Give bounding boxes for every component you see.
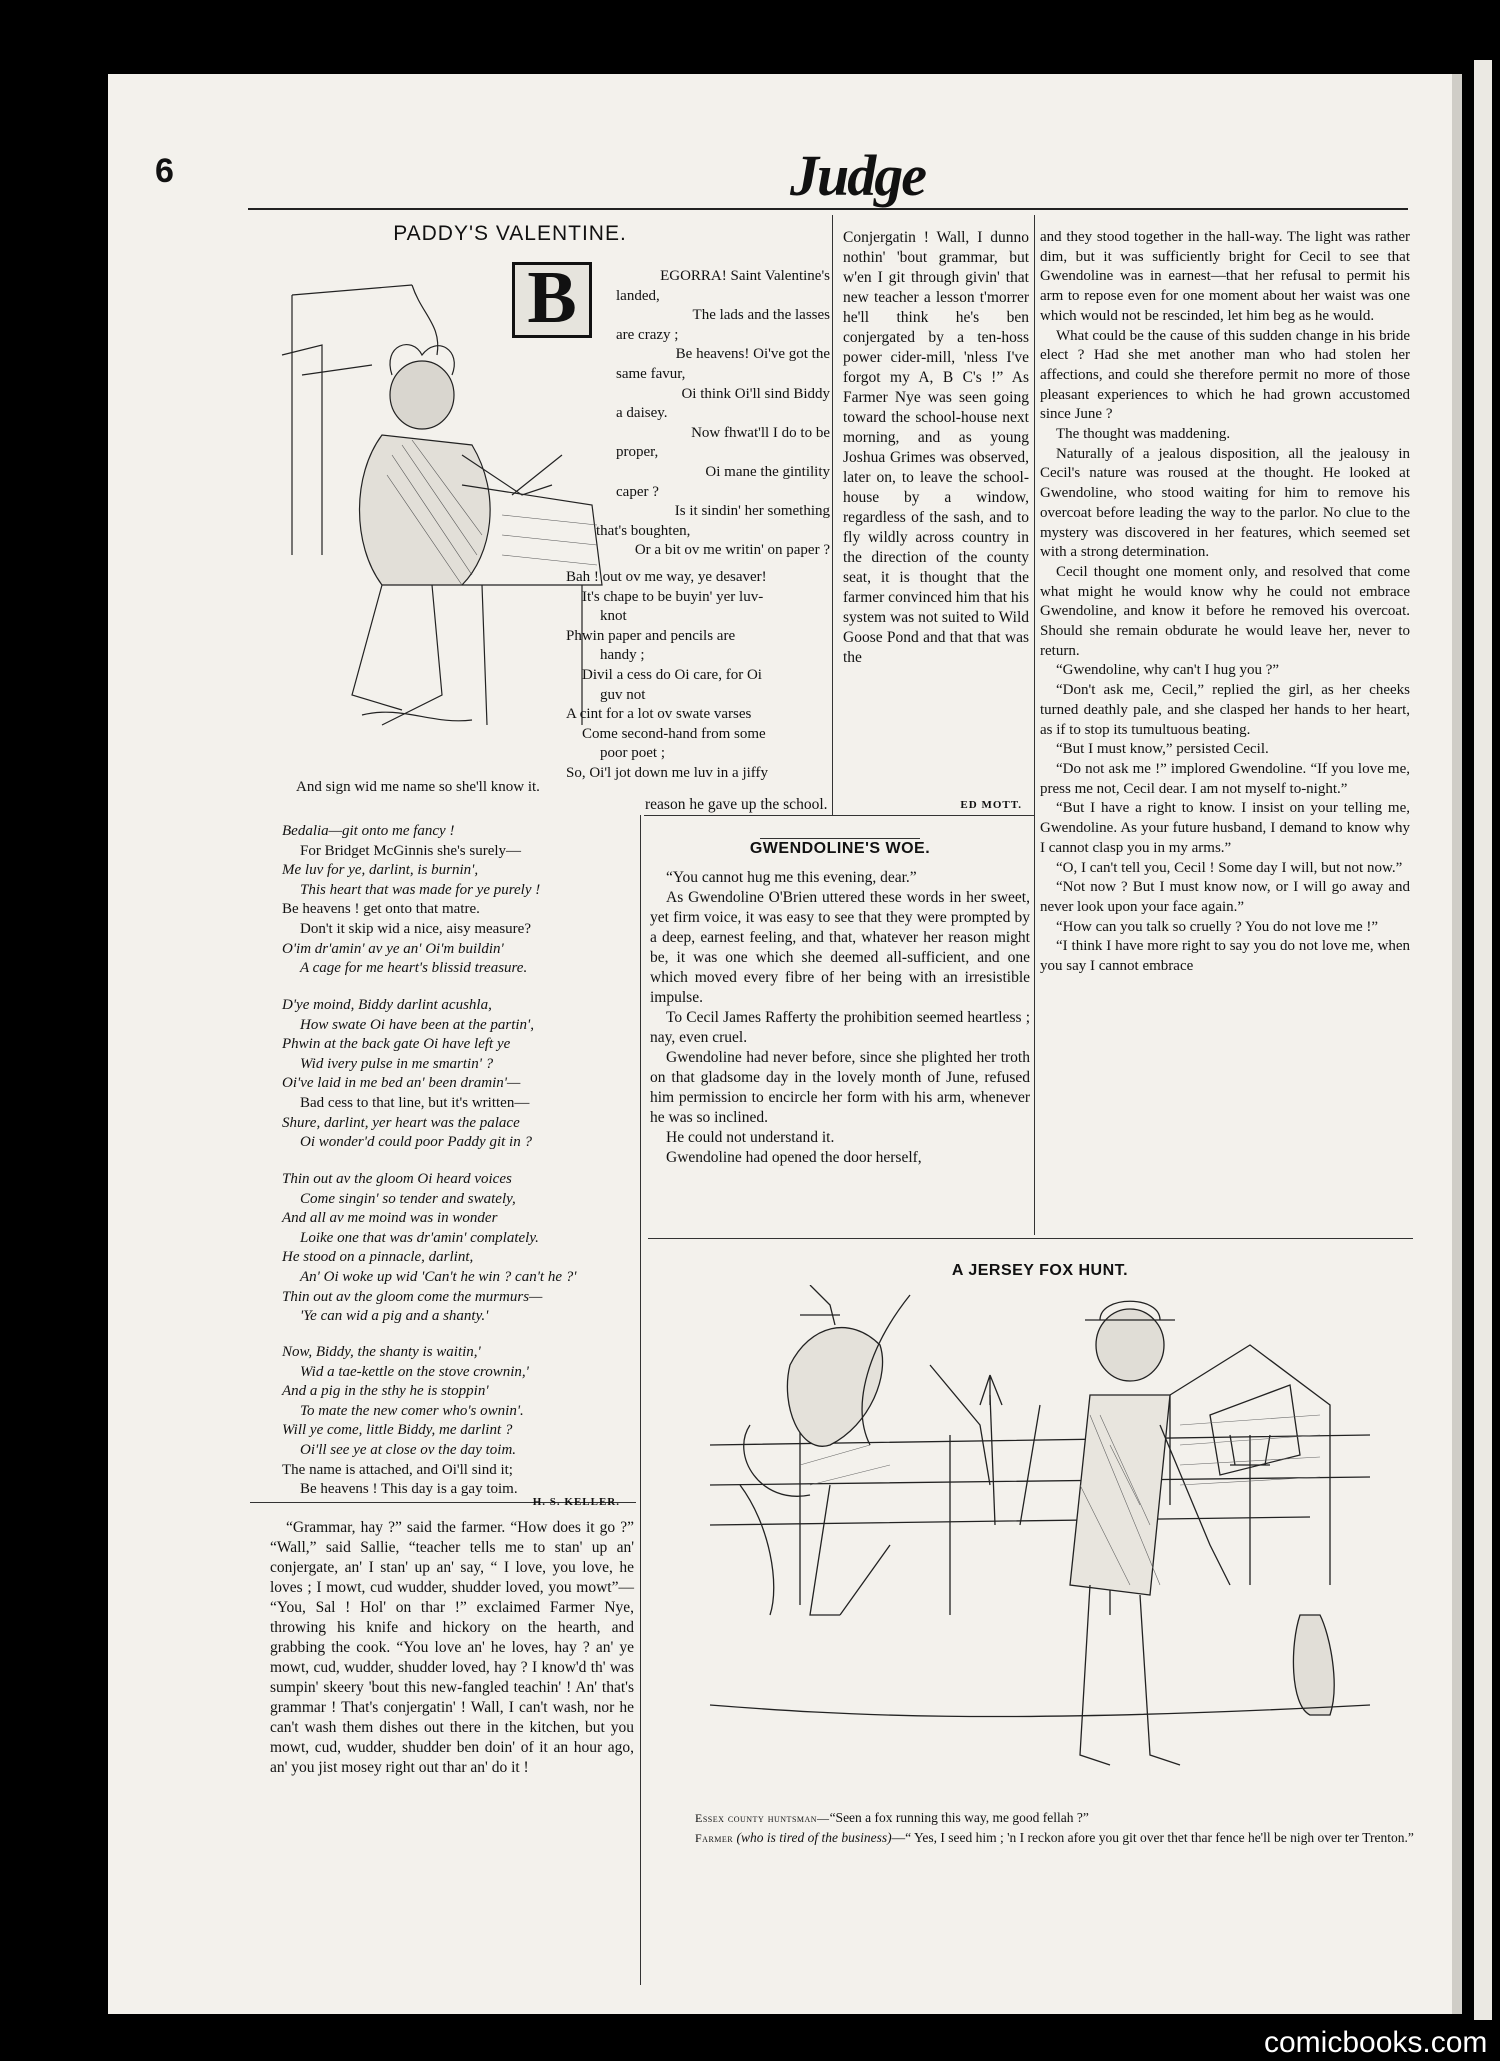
grammar-author: ED MOTT. (960, 799, 1022, 811)
section-rule (648, 1238, 1413, 1239)
story-text: Conjergatin ! Wall, I dunno nothin' 'bout grammar, but w'en I git through givin' that new teacher a lesson t'morrer he'll think he's ben conjergated by a ten-hoss power cider-mill, 'nless I've forgot my A, B C's !” As Farmer Nye was seen going toward the school-house next morning, and as young Joshua Grimes was observed, later on, to leave the school-house by a window, regardless of the sash, and to fly wildly across country in the direction of the county seat, it is thought that the farmer convinced him that his system was not suited to Wild Goose Pond and that that was the (843, 229, 1029, 666)
poem-line: Be heavens ! get onto that matre. (282, 901, 480, 918)
poem-line: Now, Biddy, the shanty is waitin,' (282, 1344, 481, 1360)
page-edge (1452, 74, 1462, 2014)
poem-line: caper ? (616, 483, 659, 500)
poem-line: guv not (600, 686, 646, 703)
poem-line: Phwin paper and pencils are (566, 627, 736, 644)
poem-line: A cint for a lot ov swate varses (566, 706, 752, 723)
foxhunt-caption (685, 1808, 1415, 1848)
poem-line: Wid ivery pulse in me smartin' ? (300, 1055, 494, 1072)
column-rule (640, 815, 641, 1985)
poem-line: same favur, (616, 365, 686, 382)
story-paragraph: Cecil thought one moment only, and resolved that come what might he would know why he could not embrace Gwendoline, and know it before he removed his overcoat. Should she remain obdurate he would leave her, never to return. (1040, 563, 1410, 659)
poem-line: It's chape to be buyin' yer luv- (582, 588, 764, 605)
title-rule (760, 838, 920, 839)
header-rule (248, 208, 1408, 210)
poem-line: that's boughten, (596, 522, 691, 539)
poem-line: Loike one that was dr'amin' complately. (300, 1229, 539, 1246)
story-paragraph: and they stood together in the hall-way. The light was rather dim, but it was sufficiently bright for Cecil to see that Gwendoline was in earnest—that her refusal to permit his arm to repose even for one moment about her waist was one which would not be rescinded, let him beg as he would. (1040, 229, 1410, 324)
story-paragraph: Gwendoline had never before, since she plighted her troth on that gladsome day in the lovely month of June, refused him permission to encircle her form with his arm, whenever he was so inclined. (650, 1049, 1030, 1126)
poem-line: Oi've laid in me bed an' been dramin'— (282, 1075, 521, 1092)
story-paragraph: The thought was maddening. (1056, 426, 1231, 443)
dropcap-letter: B (512, 262, 592, 338)
poem-line: Oi'll see ye at close ov the day toim. (300, 1441, 517, 1458)
poem-line: So, Oi'l jot down me luv in a jiffy (566, 764, 769, 781)
poem-line: How swate Oi have been at the partin', (300, 1016, 535, 1033)
poem-line: And sign wid me name so she'll know it. (296, 779, 540, 795)
masthead-logo: Judge (790, 143, 925, 208)
poem-line: Oi wonder'd could poor Paddy git in ? (300, 1134, 532, 1151)
poem-line: Phwin at the back gate Oi have left ye (282, 1036, 511, 1053)
poem-line: Come singin' so tender and swately, (300, 1190, 516, 1207)
next-page-edge (1474, 60, 1492, 2020)
poem-line: Come second-hand from some (582, 725, 766, 742)
story-paragraph: “Don't ask me, Cecil,” replied the girl, as her cheeks turned deathly pale, and she clasped her hands to her heart, as if to stop its tumultuous beating. (1040, 682, 1410, 738)
story-paragraph: “How can you talk so cruelly ? You do not love me !” (1056, 918, 1379, 935)
poem-line: A cage for me heart's blissid treasure. (300, 960, 528, 977)
poem-line: An' Oi woke up wid 'Can't he win ? can't he ?' (300, 1268, 577, 1285)
story-paragraph: “You cannot hug me this evening, dear.” (666, 869, 917, 886)
poem-line: And a pig in the sthy he is stoppin' (282, 1383, 489, 1400)
poem-line: Be heavens! Oi've got the (675, 346, 830, 363)
poem-line: The name is attached, and Oi'll sind it; (282, 1461, 513, 1478)
paddy-stanza-2 (566, 568, 834, 784)
story-paragraph: “I think I have more right to say you do not love me, when you say I cannot embrace (1040, 938, 1410, 975)
story-paragraph: To Cecil James Rafferty the prohibition seemed heartless ; nay, even cruel. (650, 1009, 1030, 1046)
story-paragraph: Gwendoline had opened the door herself, (666, 1149, 922, 1166)
poem-line: Don't it skip wid a nice, aisy measure? (300, 920, 531, 937)
paddy-stanza-6 (282, 1343, 632, 1500)
paddy-title: PADDY'S VALENTINE. (393, 222, 627, 245)
gwendoline-title: GWENDOLINE'S WOE. (749, 840, 931, 857)
paddy-stanza-1 (560, 267, 830, 561)
story-paragraph: “Gwendoline, why can't I hug you ?” (1056, 662, 1280, 679)
story-paragraph: “Not now ? But I must know now, or I will go away and never look upon your face again.” (1040, 879, 1410, 915)
poem-line: He stood on a pinnacle, darlint, (282, 1249, 474, 1266)
poem-line: landed, (616, 287, 660, 304)
grammar-story (270, 1518, 634, 1778)
poem-line: The lads and the lasses (692, 307, 830, 324)
column-rule (1034, 215, 1035, 1235)
poem-line: EGORRA! Saint Valentine's (660, 268, 830, 284)
paddy-author: H. S. KELLER. (532, 1496, 620, 1508)
poem-line: Bedalia—git onto me fancy ! (282, 823, 455, 839)
gwendoline-column-2 (1040, 228, 1410, 977)
poem-line: poor poet ; (600, 745, 665, 762)
story-paragraph: “But I must know,” persisted Cecil. (1056, 741, 1269, 758)
poem-line: Me luv for ye, darlint, is burnin', (282, 862, 479, 879)
foxhunt-illustration (690, 1285, 1390, 1805)
caption-note: (who is tired of the business) (736, 1830, 892, 1845)
watermark: comicbooks.com (1264, 2026, 1488, 2059)
story-paragraph: “But I have a right to know. I insist on your telling me, Gwendoline. As your future husband, I demand to know why I cannot clasp you in my arms.” (1040, 800, 1410, 856)
caption-text: —“ Yes, I seed him ; 'n I reckon afore you git over thet thar fence he'll be nigh over ter Trenton.” (891, 1830, 1414, 1845)
poem-line: For Bridget McGinnis she's surely— (300, 842, 522, 859)
poem-line: Be heavens ! This day is a gay toim. (300, 1481, 518, 1498)
grammar-story-continued (843, 228, 1029, 668)
poem-line: Bad cess to that line, but it's written— (300, 1094, 530, 1111)
page-number: 6 (155, 152, 174, 190)
paddy-stanza-5 (282, 1170, 632, 1327)
story-paragraph: Naturally of a jealous disposition, all the jealousy in Cecil's nature was roused at the thought. He looked at Gwendoline, who stood waiting for him to remove his overcoat before leading the way to the parlor. No clue to the mystery was discovered in her features, which seemed set with a strong determination. (1040, 445, 1410, 561)
paddy-stanza-4 (282, 996, 632, 1153)
foxhunt-title: A JERSEY FOX HUNT. (951, 1262, 1129, 1279)
poem-line: Oi think Oi'll sind Biddy (681, 385, 830, 402)
story-text: reason he gave up the school. (645, 796, 828, 813)
story-paragraph: As Gwendoline O'Brien uttered these words in her sweet, yet firm voice, it was easy to see that they were prompted by a deep, earnest feeling, and that, whatever her reason might be, it was one which she deemed all-sufficient, and one which moved every fibre of her being with an irresistible impulse. (650, 889, 1030, 1006)
caption-speaker: Farmer (695, 1831, 734, 1845)
poem-line: are crazy ; (616, 326, 679, 343)
poem-line: D'ye moind, Biddy darlint acushla, (282, 997, 492, 1013)
poem-line: Is it sindin' her something (674, 503, 830, 520)
poem-line: To mate the new comer who's ownin'. (300, 1402, 524, 1419)
poem-line: Wid a tae-kettle on the stove crownin,' (300, 1363, 529, 1380)
caption-text: “Seen a fox running this way, me good fellah ?” (829, 1810, 1089, 1825)
poem-line: Thin out av the gloom come the murmurs— (282, 1288, 543, 1305)
story-paragraph: He could not understand it. (666, 1129, 835, 1146)
poem-line: 'Ye can wid a pig and a shanty.' (300, 1308, 489, 1325)
poem-line: Or a bit ov me writin' on paper ? (634, 542, 830, 559)
poem-line: Now fhwat'll I do to be (691, 424, 830, 441)
poem-line: O'im dr'amin' av ye an' Oi'm buildin' (282, 940, 504, 957)
poem-line: Oi mane the gintility (705, 463, 830, 480)
paddy-stanza-2-last (296, 778, 636, 798)
story-text: “Grammar, hay ?” said the farmer. “How does it go ?” “Wall,” said Sallie, “teacher tells me to stan' up an' conjergate, an' I stan' up an' say, “ I love, you love, he loves ; I mowt, cud wudder, shudder loved, you mowt”— “You, Sal ! Hol' on thar !” exclaimed Farmer Nye, throwing his knife and hickory on the hearth, and grabbing the cook. “You love an' he loves, hay ? an' ye mowt, cud, wudder, shudder loved, hay ? I know'd th' was sumpin' skeery 'bout this new-fangled teachin' ! An' that's grammar ! That's conjergatin' ! Wall, I can't wash, nor he can't wash them dishes out there in the kitchen, but you mowt, cud, wudder, shudder ben doin' of it an hour ago, an' you jist mosey right out thar an' do it ! (270, 1519, 634, 1776)
poem-line: handy ; (600, 647, 645, 664)
poem-line: proper, (616, 444, 659, 461)
gwendoline-column-1 (650, 868, 1030, 1168)
poem-line: knot (600, 608, 627, 625)
poem-line: Bah ! out ov me way, ye desaver! (566, 569, 767, 585)
caption-speaker: Essex county huntsman— (695, 1811, 830, 1825)
poem-line: And all av me moind was in wonder (282, 1210, 498, 1227)
poem-line: a daisey. (616, 405, 668, 422)
story-paragraph: “O, I can't tell you, Cecil ! Some day I will, but not now.” (1056, 859, 1403, 876)
poem-line: Thin out av the gloom Oi heard voices (282, 1171, 512, 1187)
story-paragraph: What could be the cause of this sudden change in his bride elect ? Had she met another man who had stolen her affections, and could she therefore permit no more of those pleasant experiences to which he had grown accustomed since June ? (1040, 327, 1410, 423)
story-paragraph: “Do not ask me !” implored Gwendoline. “If you love me, press me not, Cecil dear. I am not myself to-night.” (1040, 760, 1410, 797)
section-rule (644, 815, 1034, 816)
poem-line: Divil a cess do Oi care, for Oi (582, 666, 762, 683)
paddy-stanza-3 (282, 822, 632, 979)
grammar-last-line (645, 795, 1030, 815)
poem-line: Shure, darlint, yer heart was the palace (282, 1114, 520, 1131)
poem-line: This heart that was made for ye purely ! (300, 881, 541, 898)
poem-line: Will ye come, little Biddy, me darlint ? (282, 1422, 513, 1439)
